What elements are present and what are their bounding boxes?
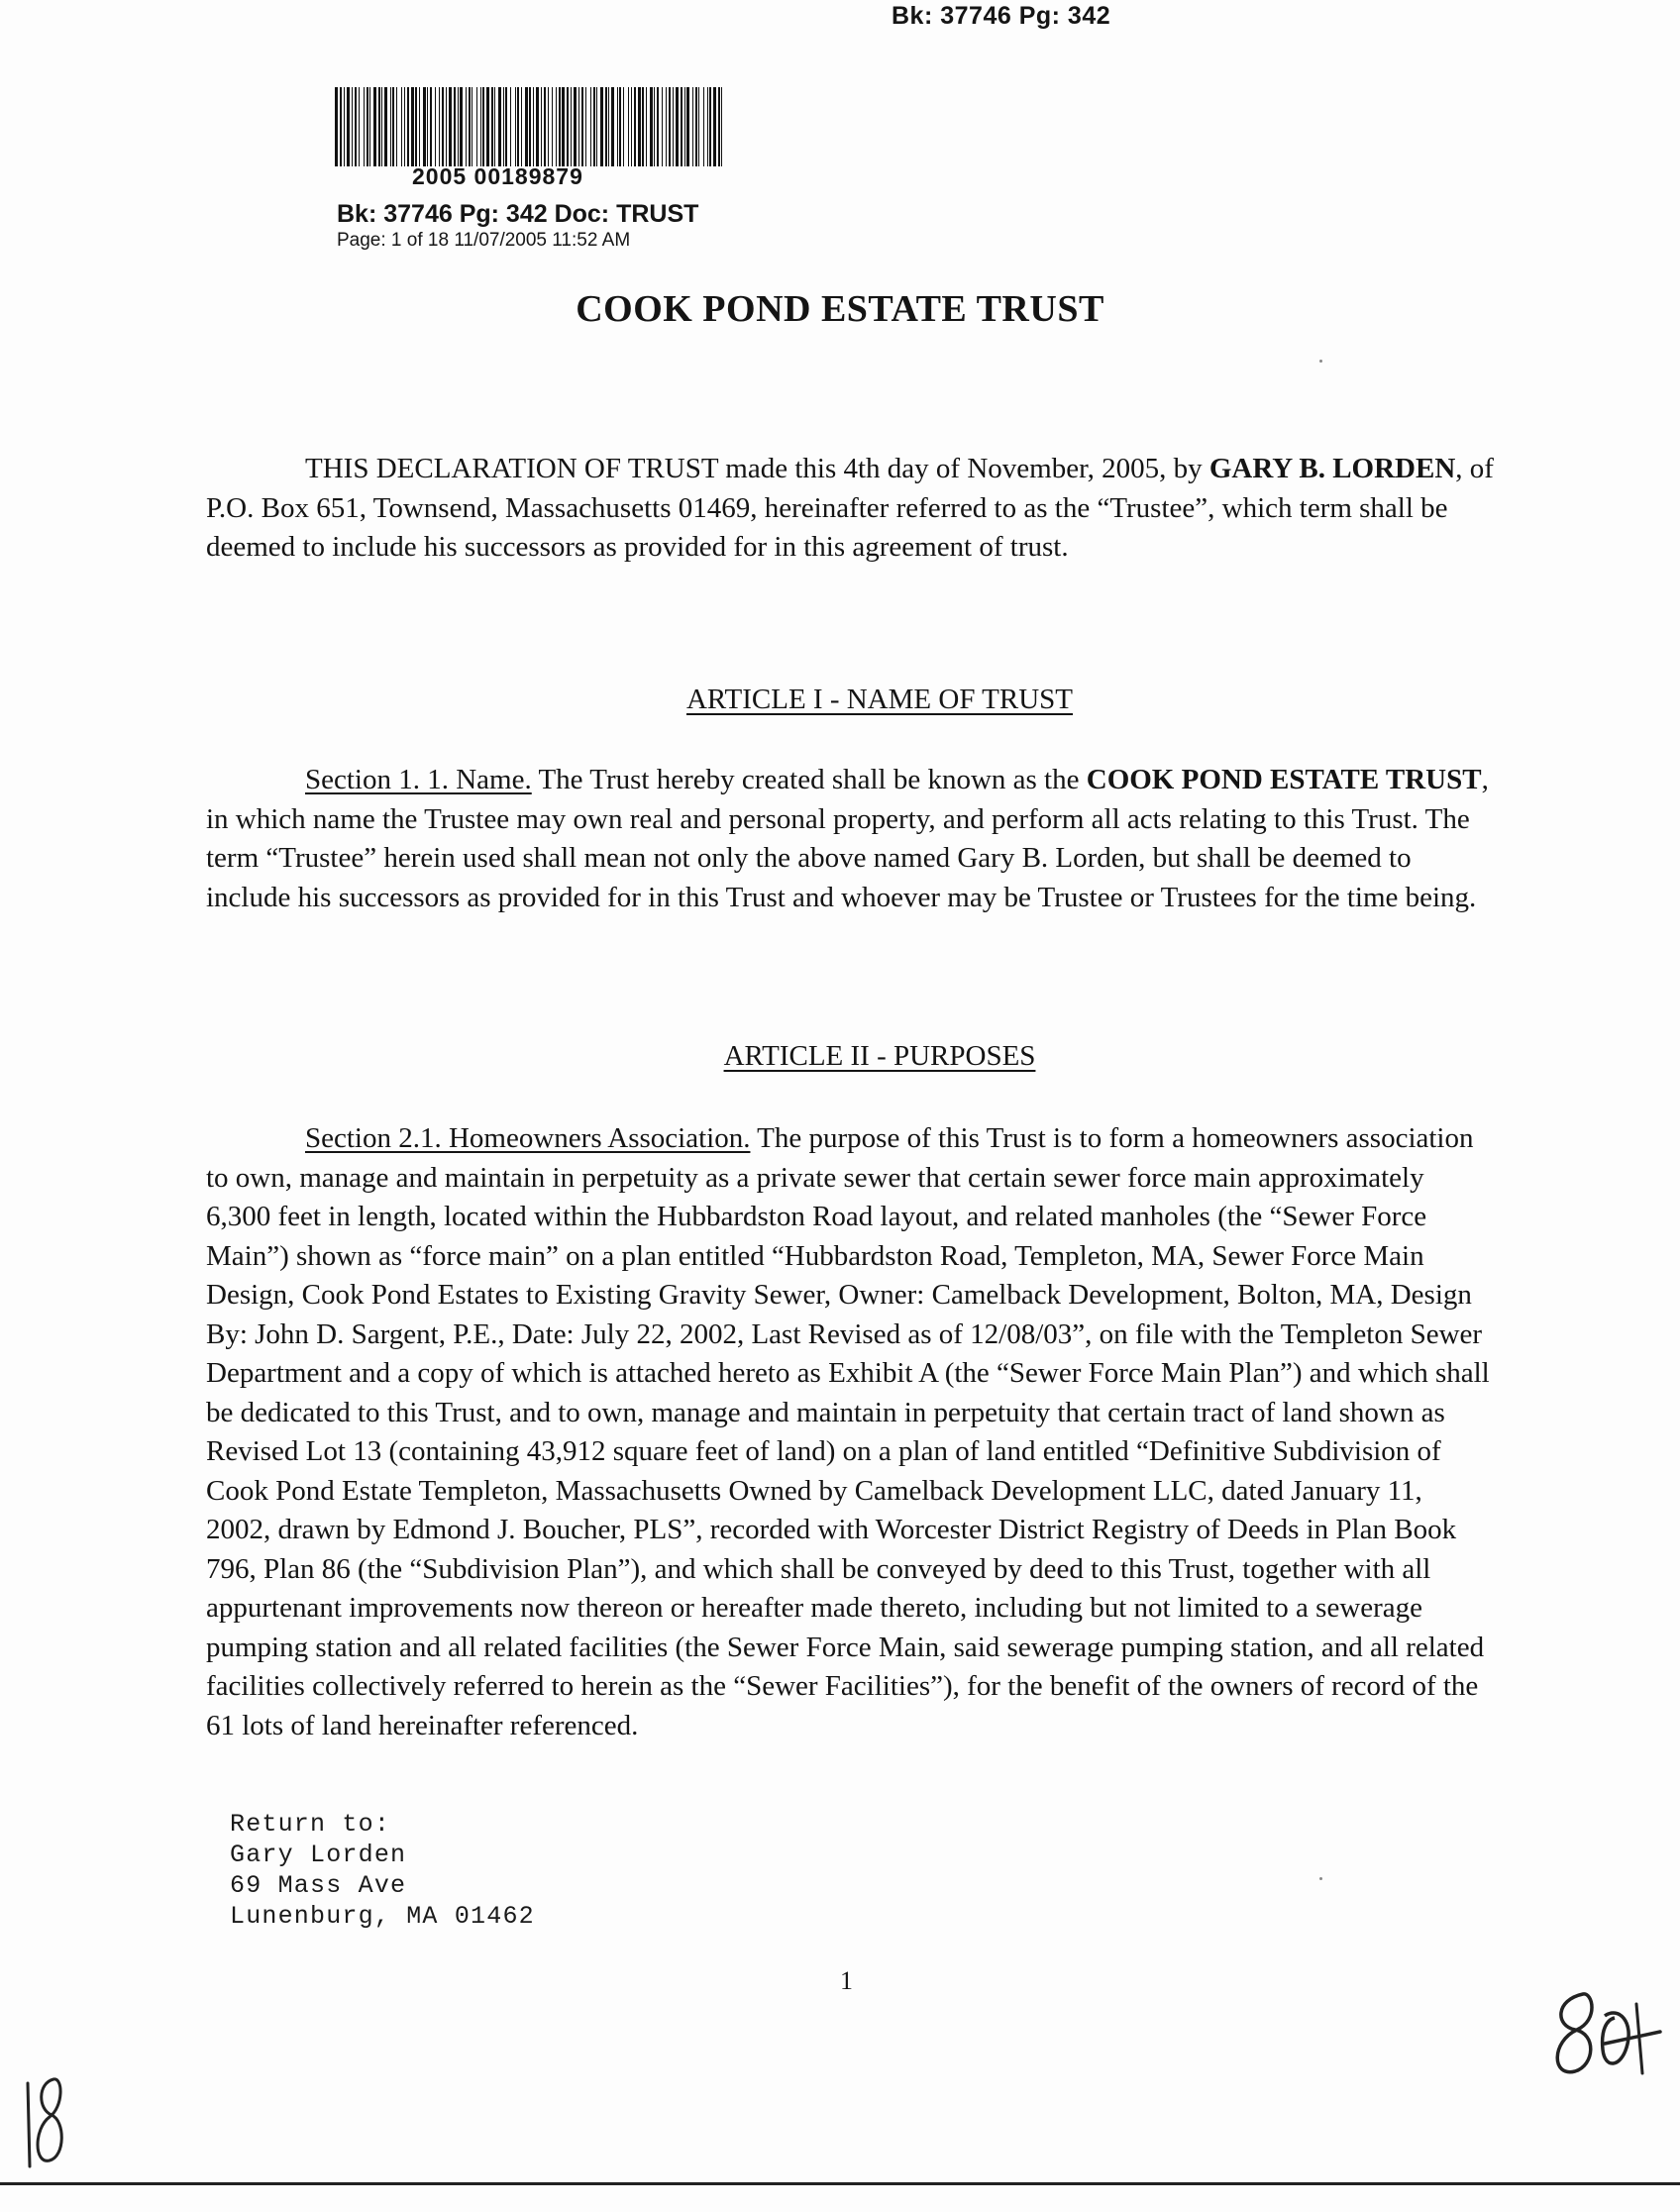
article-1-heading: ARTICLE I - NAME OF TRUST <box>685 684 1074 715</box>
return-line: 69 Mass Ave <box>230 1871 407 1900</box>
return-line: Return to: <box>230 1810 391 1839</box>
section-2-1-text: The purpose of this Trust is to form a homeowners association to own, manage and maintain in perpetuity as a private sewer that certain sewer force main approximately 6,300 feet in length, located within the Hubbardston Road layout, and related manholes (the “Sewer Force Main”) shown as “force main” on a plan entitled “Hubbardston Road, Templeton, MA, Sewer Force Main Design, Cook Pond Estates to Existing Gravity Sewer, Owner: Camelback Development, Bolton, MA, Design By: John D. Sargent, P.E., Date: July 22, 2002, Last Revised as of 12/08/03”, on file with the Templeton Sewer Department and a copy of which is attached hereto as Exhibit A (the “Sewer Force Main Plan”) and which shall be dedicated to this Trust, and to own, manage and maintain in perpetuity that certain tract of land shown as Revised Lot 13 (containing 43,912 square feet of land) on a plan of land entitled “Definitive Subdivision of Cook Pond Estate Templeton, Massachusetts Owned by Camelback Development LLC, dated January 11, 2002, drawn by Edmond J. Boucher, PLS”, recorded with Worcester District Registry of Deeds in Plan Book 796, Plan 86 (the “Subdivision Plan”), and which shall be conveyed by deed to this Trust, together with all appurtenant improvements now thereon or hereafter made thereto, including but not limited to a sewerage pumping station and all related facilities (the Sewer Force Main, said sewerage pumping station, and all related facilities collectively referred to herein as the “Sewer Facilities”), for the benefit of the owners of record of the 61 lots of land hereinafter referenced. <box>206 1122 1490 1741</box>
handwritten-initials <box>1545 1986 1664 2095</box>
section-2-1-title: Section 2.1. Homeowners Association. <box>305 1122 751 1154</box>
declaration-lead: THIS DECLARATION OF TRUST made this 4th day of November, 2005, by <box>305 453 1203 484</box>
handwritten-page-count <box>20 2065 69 2174</box>
page-number: 1 <box>840 1966 853 1995</box>
bottom-edge-rule <box>0 2182 1680 2185</box>
section-2-1-paragraph <box>206 1119 1494 1745</box>
section-1-1-text-b: , in which name the Trustee may own real and personal property, and perform all acts relating to this Trust. The term “Trustee” herein used shall mean not only the above named Gary B. Lorden, but shall be deemed to include his successors as provided for in this Trust and whoever may be Trustee or Trustees for the time being. <box>206 764 1489 913</box>
trust-name: COOK POND ESTATE TRUST <box>1086 764 1482 795</box>
recording-page-date: Page: 1 of 18 11/07/2005 11:52 AM <box>337 230 631 251</box>
article-2-heading: ARTICLE II - PURPOSES <box>723 1040 1036 1072</box>
return-line: Lunenburg, MA 01462 <box>230 1902 535 1931</box>
declaration-paragraph <box>206 450 1494 568</box>
return-address <box>230 1809 535 1932</box>
return-line: Gary Lorden <box>230 1841 407 1869</box>
barcode-number: 2005 00189879 <box>412 163 583 189</box>
declaration-rest: , of P.O. Box 651, Townsend, Massachusetts 01469, hereinafter referred to as the “Trustee”, which term shall be deemed to include his successors as provided for in this agreement of trust. <box>206 453 1494 563</box>
section-1-1-paragraph <box>206 761 1494 917</box>
section-1-1-text-a: The Trust hereby created shall be known as the <box>531 764 1087 795</box>
barcode <box>335 87 723 166</box>
document-title: COOK POND ESTATE TRUST <box>576 288 1104 330</box>
book-page-reference: Bk: 37746 Pg: 342 <box>892 2 1111 30</box>
recording-stamp-line: Bk: 37746 Pg: 342 Doc: TRUST <box>337 200 699 228</box>
scan-speck <box>1319 360 1322 363</box>
scan-speck <box>1319 1877 1322 1880</box>
section-1-1-title: Section 1. 1. Name. <box>305 764 532 795</box>
trustee-name: GARY B. LORDEN <box>1208 453 1456 484</box>
